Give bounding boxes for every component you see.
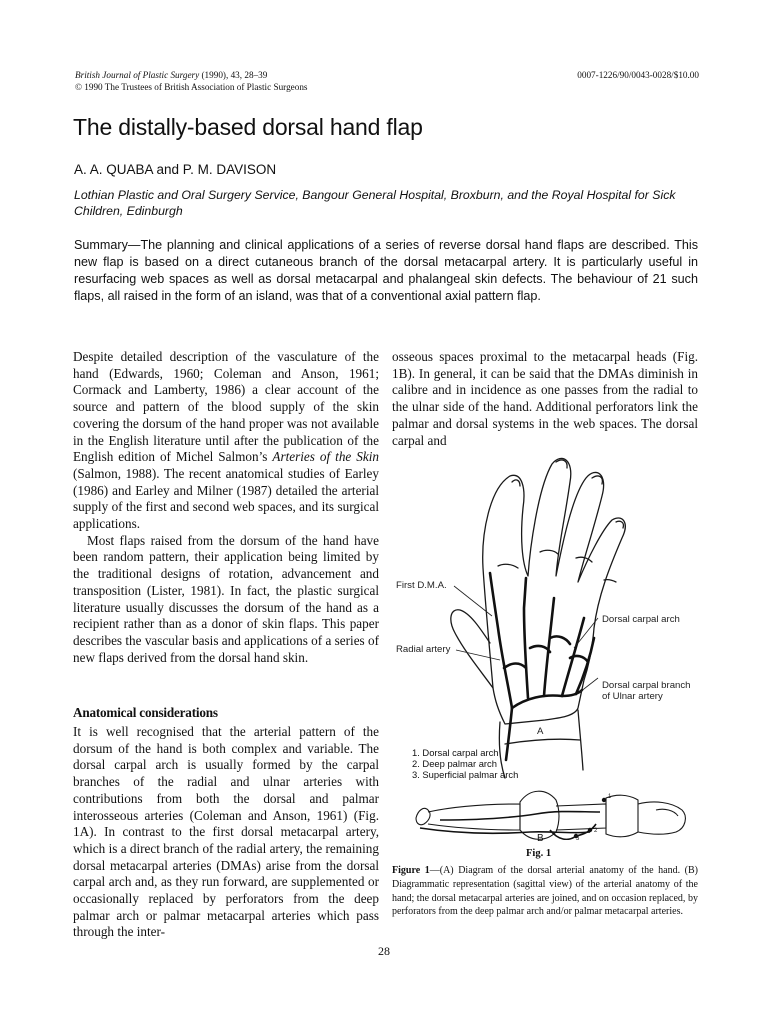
column-right-text: osseous spaces proximal to the metacarpal heads (Fig. 1B). In general, it can be said that the DMAs diminish in calibre and in incidence as one passes from the radial to the ulnar side of the hand. Additional perforators link the palmar and dorsal systems in the web spaces. The dorsal carpal and (392, 349, 698, 448)
figure-legend (412, 747, 518, 780)
paragraph-intro (73, 349, 379, 533)
article-authors: A. A. QUABA and P. M. DAVISON (74, 162, 277, 177)
sagittal-marker-1 (602, 798, 606, 802)
paragraph-flaps: Most flaps raised from the dorsum of the hand have been random pattern, their application being limited by the traditional designs of rotation, advancement and transposition (Lister, 1981). In fact, the plastic surgical literature usually discusses the dorsum of the hand as a recipient rather than as a donor of skin flaps. This paper describes the vascular basis and applications of a series of new flaps derived from the dorsal hand skin. (73, 532, 379, 665)
cited-book-title: Arteries of the Skin (272, 449, 379, 465)
paragraph-anatomy: It is well recognised that the arterial pattern of the dorsum of the hand is both complex and variable. The dorsal carpal arch is usually formed by the carpal branches of the radial and ulnar arteries with contributions from both the dorsal and palmar interosseous arteries (Coleman and Anson, 1961) (Fig. 1A). In contrast to the first dorsal metacarpal artery, which is a direct branch of the radial artery, the remaining dorsal metacarpal arteries (DMAs) arise from the dorsal carpal arch and, as they run forward, are supplemented or occasionally replaced by perforators from the deep palmar arch or palmar metacarpal arteries which pass through the inter- (73, 724, 379, 940)
section-heading: Anatomical considerations (73, 705, 218, 720)
panel-label-a: A (537, 726, 544, 737)
label-dorsal-carpal-branch: Dorsal carpal branch (602, 680, 691, 691)
article-summary: Summary—The planning and clinical applications of a series of reverse dorsal hand flaps are described. This new flap is based on a direct cutaneous branch of the dorsal metacarpal artery. It is particularly useful in resurfacing web spaces as well as dorsal metacarpal and phalangeal skin defects. The behaviour of 21 such flaps, all raised in the form of an island, was that of a conventional axial pattern flap. (74, 238, 698, 303)
caption-text: —(A) Diagram of the dorsal arterial anatomy of the hand. (B) Diagrammatic representation (sagittal view) of the arterial anatomy of the hand; the dorsal metacarpal arteries are joined, and on occasion replaced, by perforators from the deep palmar arch and/or palmar metacarpal arteries. (392, 865, 698, 918)
journal-header (75, 70, 475, 93)
article-code: 0007-1226/90/0043-0028/$10.00 (577, 70, 699, 80)
label-ulnar-artery: of Ulnar artery (602, 691, 663, 702)
journal-name: British Journal of Plastic Surgery (75, 70, 200, 80)
figure-hand-anatomy (380, 448, 710, 840)
caption-label: Figure 1 (392, 865, 430, 876)
marker-label-1: 1 (608, 794, 612, 800)
journal-citation: (1990), 43, 28–39 (199, 70, 268, 80)
legend-item: 1. Dorsal carpal arch (412, 747, 499, 758)
paragraph-intro-start: Despite detailed description of the vasculature of the hand (Edwards, 1960; Coleman and Anson, 1961; Cormack and Lamberty, 1986) a clear account of the source and pattern of the blood supply of the skin covering the dorsum of the hand proper was not available in the English literature until after the publication of the English edition of Michel Salmon’s (73, 349, 379, 465)
article-title: The distally-based dorsal hand flap (73, 114, 423, 140)
copyright-line: © 1990 The Trustees of British Association of Plastic Surgeons (75, 81, 308, 92)
paragraph-intro-end: (Salmon, 1988). The recent anatomical studies of Earley (1986) and Earley and Milner (1987) detailed the arterial supply of the first and second web spaces, and its surgical applications. (73, 465, 379, 532)
label-dorsal-carpal-arch: Dorsal carpal arch (602, 614, 680, 625)
label-first-dma: First D.M.A. (396, 580, 447, 591)
page-number: 28 (378, 944, 390, 958)
author-affiliation: Lothian Plastic and Oral Surgery Service, Bangour General Hospital, Broxburn, and the Royal Hospital for Sick Children, Edinburgh (74, 188, 676, 218)
legend-item: 2. Deep palmar arch (412, 758, 497, 769)
label-radial-artery: Radial artery (396, 644, 451, 655)
legend-item: 3. Superficial palmar arch (412, 769, 519, 780)
figure-number: Fig. 1 (526, 848, 552, 859)
sagittal-arteries (420, 812, 600, 840)
panel-label-b: B (537, 833, 544, 844)
marker-label-2: 2 (594, 828, 598, 834)
sagittal-marker-2 (588, 828, 592, 832)
marker-label-3: 3 (576, 836, 580, 840)
column-left-top (73, 349, 379, 666)
figure-caption (392, 864, 698, 919)
